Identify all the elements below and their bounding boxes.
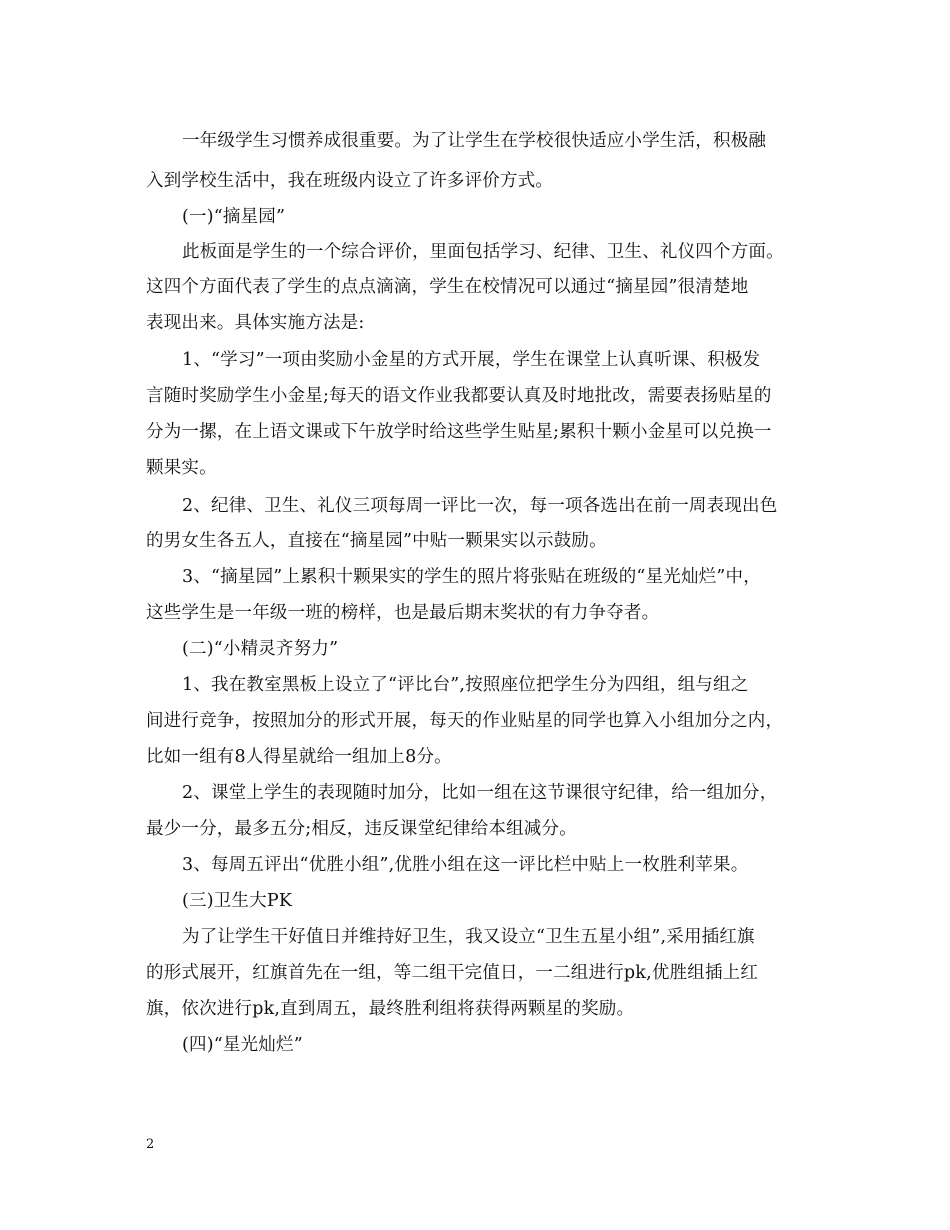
text-line: 比如一组有8人得星就给一组加上8分。	[146, 747, 452, 767]
section-heading: (二)“小精灵齐努力”	[182, 639, 339, 659]
text-line: 间进行竞争，按照加分的形式开展，每天的作业贴星的同学也算入小组加分之内，	[146, 711, 784, 731]
text-line: 3、“摘星园”上累积十颗果实的学生的照片将张贴在班级的“星光灿烂”中，	[182, 567, 761, 587]
text-line: 这些学生是一年级一班的榜样，也是最后期末奖状的有力争夺者。	[146, 603, 660, 623]
page-number: 2	[146, 1137, 155, 1152]
text-line: 这四个方面代表了学生的点点滴滴，学生在校情况可以通过“摘星园”很清楚地	[146, 277, 749, 297]
text-line: 颗果实。	[146, 458, 217, 478]
text-line: 入到学校生活中，我在班级内设立了许多评价方式。	[146, 171, 554, 191]
text-line: 表现出来。具体实施方法是:	[146, 313, 365, 333]
text-line: 3、每周五评出“优胜小组”,优胜小组在这一评比栏中贴上一枚胜利苹果。	[182, 855, 749, 875]
text-line: 的形式展开，红旗首先在一组，等二组干完值日，一二组进行pk,优胜组插上红	[146, 963, 759, 983]
text-line: 2、课堂上学生的表现随时加分，比如一组在这节课很守纪律，给一组加分，	[182, 783, 778, 803]
text-line: 1、我在教室黑板上设立了“评比台”,按照座位把学生分为四组，组与组之	[182, 675, 749, 695]
text-line: 为了让学生干好值日并维持好卫生，我又设立“卫生五星小组”,采用插红旗	[182, 927, 755, 947]
text-line: 最少一分，最多五分;相反，违反课堂纪律给本组减分。	[146, 819, 577, 839]
text-line: 1、“学习”一项由奖励小金星的方式开展，学生在课堂上认真听课、积极发	[182, 350, 761, 370]
text-line: 旗，依次进行pk,直到周五，最终胜利组将获得两颗星的奖励。	[146, 999, 635, 1019]
section-heading: (四)“星光灿烂”	[182, 1035, 303, 1055]
text-line: 分为一摞，在上语文课或下午放学时给这些学生贴星;累积十颗小金星可以兑换一	[146, 422, 772, 442]
text-line: 一年级学生习惯养成很重要。为了让学生在学校很快适应小学生活，积极融	[182, 131, 767, 151]
text-line: 言随时奖励学生小金星;每天的语文作业我都要认真及时地批改，需要表扬贴星的	[146, 386, 772, 406]
section-heading: (三)卫生大PK	[182, 891, 293, 911]
text-line: 此板面是学生的一个综合评价，里面包括学习、纪律、卫生、礼仪四个方面。	[182, 242, 784, 262]
section-heading: (一)“摘星园”	[182, 207, 286, 227]
text-line: 的男女生各五人，直接在“摘星园”中贴一颗果实以示鼓励。	[146, 531, 607, 551]
text-line: 2、纪律、卫生、礼仪三项每周一评比一次，每一项各选出在前一周表现出色	[182, 496, 778, 516]
